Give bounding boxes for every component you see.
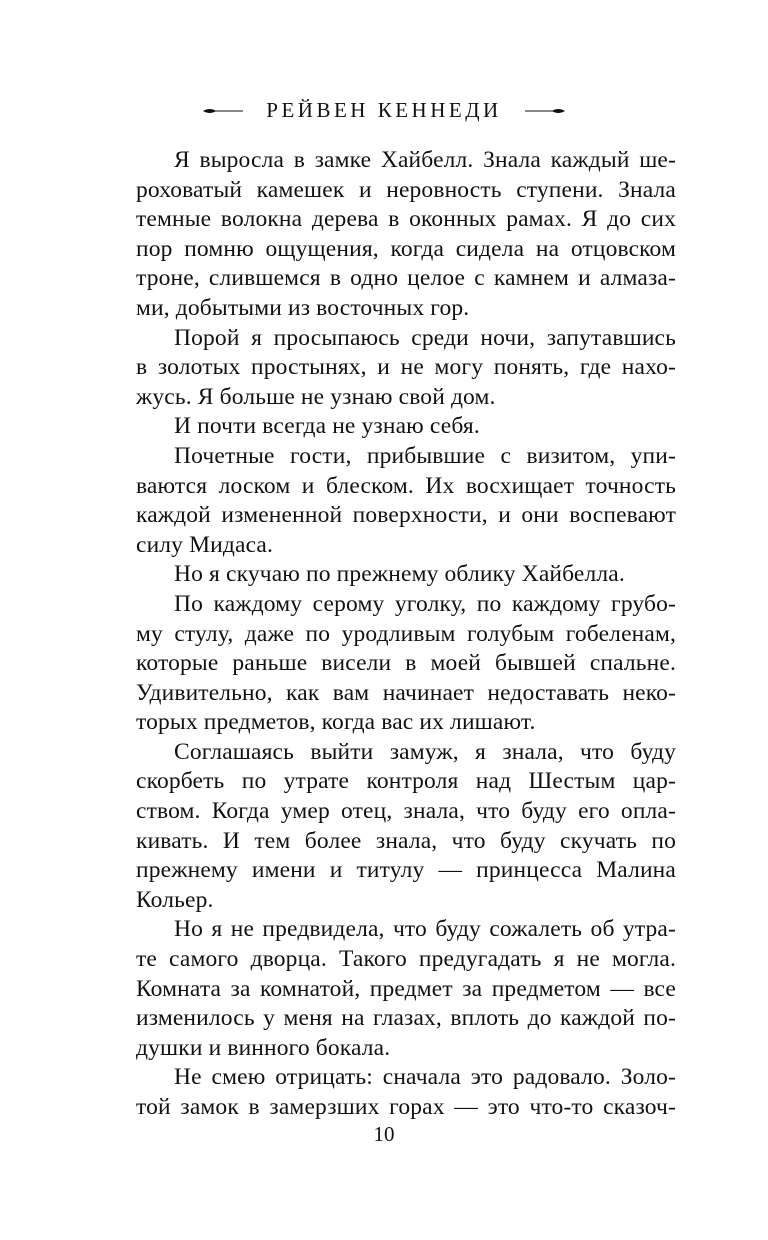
text-line: той замок в замерзших горах — это что-то сказоч-	[136, 1094, 676, 1120]
paragraph	[136, 590, 676, 738]
page-number: 10	[373, 1122, 395, 1146]
text-line: изменилось у меня на глазах, вплоть до каждой по-	[136, 1005, 676, 1032]
text-line: Порой я просыпаюсь среди ночи, запутавшись	[174, 324, 676, 351]
paragraph	[136, 146, 676, 324]
text-line: в золотых простынях, и не могу понять, где нахо-	[136, 354, 676, 381]
paragraph	[136, 442, 676, 560]
paragraph	[136, 412, 676, 442]
running-head	[0, 98, 768, 123]
paragraph	[136, 1063, 676, 1122]
text-line: ством. Когда умер отец, знала, что буду его опла-	[136, 798, 676, 825]
text-line: Не смею отрицать: сначала это радовало. Золо-	[174, 1064, 676, 1091]
left-ornament-icon	[202, 106, 244, 116]
text-line: силу Мидаса.	[136, 531, 274, 558]
text-line: И почти всегда не узнаю себя.	[174, 413, 480, 440]
text-line: роховатый камешек и неровность ступени. Знала	[136, 176, 676, 203]
paragraph	[136, 560, 676, 590]
text-line: Кольер.	[136, 886, 214, 913]
text-line: которые раньше висели в моей бывшей спальне.	[136, 650, 676, 677]
text-line: Почетные гости, прибывшие с визитом, упи-	[174, 442, 676, 469]
text-line: жусь. Я больше не узнаю свой дом.	[136, 383, 496, 410]
paragraph	[136, 324, 676, 413]
right-ornament-icon	[524, 106, 566, 116]
text-line: ваются лоском и блеском. Их восхищает точность	[136, 472, 676, 499]
text-line: Комната за комнатой, предмет за предметом — все	[136, 975, 676, 1002]
text-line: Но я не предвидела, что буду сожалеть об утра-	[174, 916, 676, 943]
paragraph	[136, 915, 676, 1063]
text-line: торых предметов, когда вас их лишают.	[136, 709, 536, 736]
text-line: пор помню ощущения, когда сидела на отцовском	[136, 235, 676, 262]
text-line: кивать. И тем более знала, что буду скучать по	[136, 827, 676, 854]
text-line: По каждому серому уголку, по каждому грубо-	[174, 590, 676, 617]
text-line: темные волокна дерева в оконных рамах. Я до сих	[136, 206, 676, 233]
body-text	[136, 146, 676, 1123]
text-line: троне, слившемся в одно целое с камнем и алмаза-	[136, 265, 676, 292]
paragraph	[136, 738, 676, 916]
text-line: скорбеть по утрате контроля над Шестым цар-	[136, 768, 676, 795]
text-line: му стулу, даже по уродливым голубым гобеленам,	[136, 620, 676, 647]
text-line: душки и винного бокала.	[136, 1034, 391, 1061]
text-line: Удивительно, как вам начинает недоставать неко-	[136, 679, 676, 706]
text-line: те самого дворца. Такого предугадать я не могла.	[136, 946, 676, 973]
text-line: ми, добытыми из восточных гор.	[136, 294, 470, 321]
text-line: Соглашаясь выйти замуж, я знала, что буду	[174, 738, 676, 765]
text-line: каждой измененной поверхности, и они воспевают	[136, 502, 676, 529]
text-line: прежнему имени и титулу — принцесса Малина	[136, 857, 676, 884]
author-name: РЕЙВЕН КЕННЕДИ	[266, 98, 502, 122]
text-line: Я выросла в замке Хайбелл. Знала каждый ше-	[174, 147, 676, 173]
text-line: Но я скучаю по прежнему облику Хайбелла.	[174, 561, 625, 588]
